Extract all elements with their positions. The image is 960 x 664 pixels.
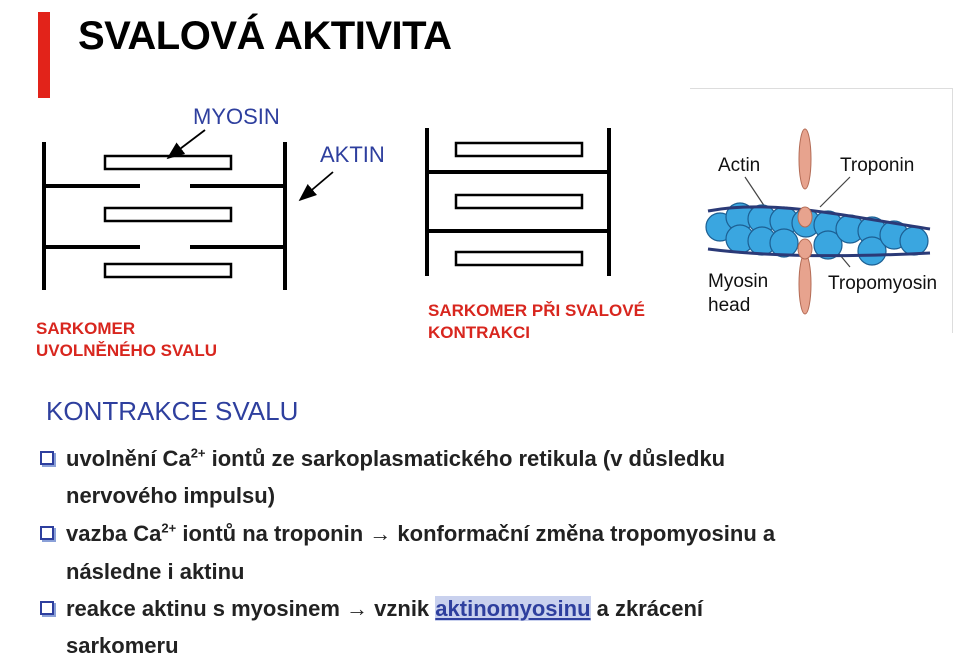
bullet-item-1-continuation: nervového impulsu): [66, 483, 276, 508]
figure-actin-label: Actin: [718, 155, 761, 176]
bullet-item-2: vazba $Ca^{2+}$ iontů na troponin → konformační změna tropomyosinu a: [40, 515, 950, 552]
contracted-sarcomere: [427, 128, 609, 276]
checkbox-bullet-icon: [40, 526, 54, 540]
relaxed-sarcomere: [44, 130, 333, 290]
bullet-item-3: reakce aktinu s myosinem → vznik aktinomyosinu a zkrácení: [40, 590, 950, 627]
figure-tropomyosin-label: Tropomyosin: [828, 273, 938, 294]
actin-label: AKTIN: [320, 142, 385, 167]
figure-myosin-label: Myosin: [708, 271, 769, 292]
checkbox-bullet-icon: [40, 451, 54, 465]
aktinomyosinu-link[interactable]: aktinomyosinu: [435, 596, 591, 621]
figure-troponin-label: Troponin: [840, 155, 915, 176]
contracted-caption: SARKOMER PŘI SVALOVÉ KONTRAKCI: [428, 301, 645, 342]
bullet-item-1: uvolnění $Ca^{2+}$ iontů ze sarkoplasmatického retikula (v důsledku: [40, 440, 950, 477]
relaxed-caption: SARKOMER UVOLNĚNÉHO SVALU: [36, 319, 218, 360]
page-title: SVALOVÁ AKTIVITA: [78, 14, 452, 58]
bullet-item-2-continuation: následne i aktinu: [66, 559, 245, 584]
bullet-item-3-continuation: sarkomeru: [66, 633, 179, 658]
section-heading: KONTRAKCE SVALU: [46, 396, 299, 426]
actin-troponin-figure: [690, 88, 953, 333]
figure-head-label: head: [708, 295, 751, 316]
checkbox-bullet-icon: [40, 601, 54, 615]
myosin-label: MYOSIN: [193, 104, 280, 129]
